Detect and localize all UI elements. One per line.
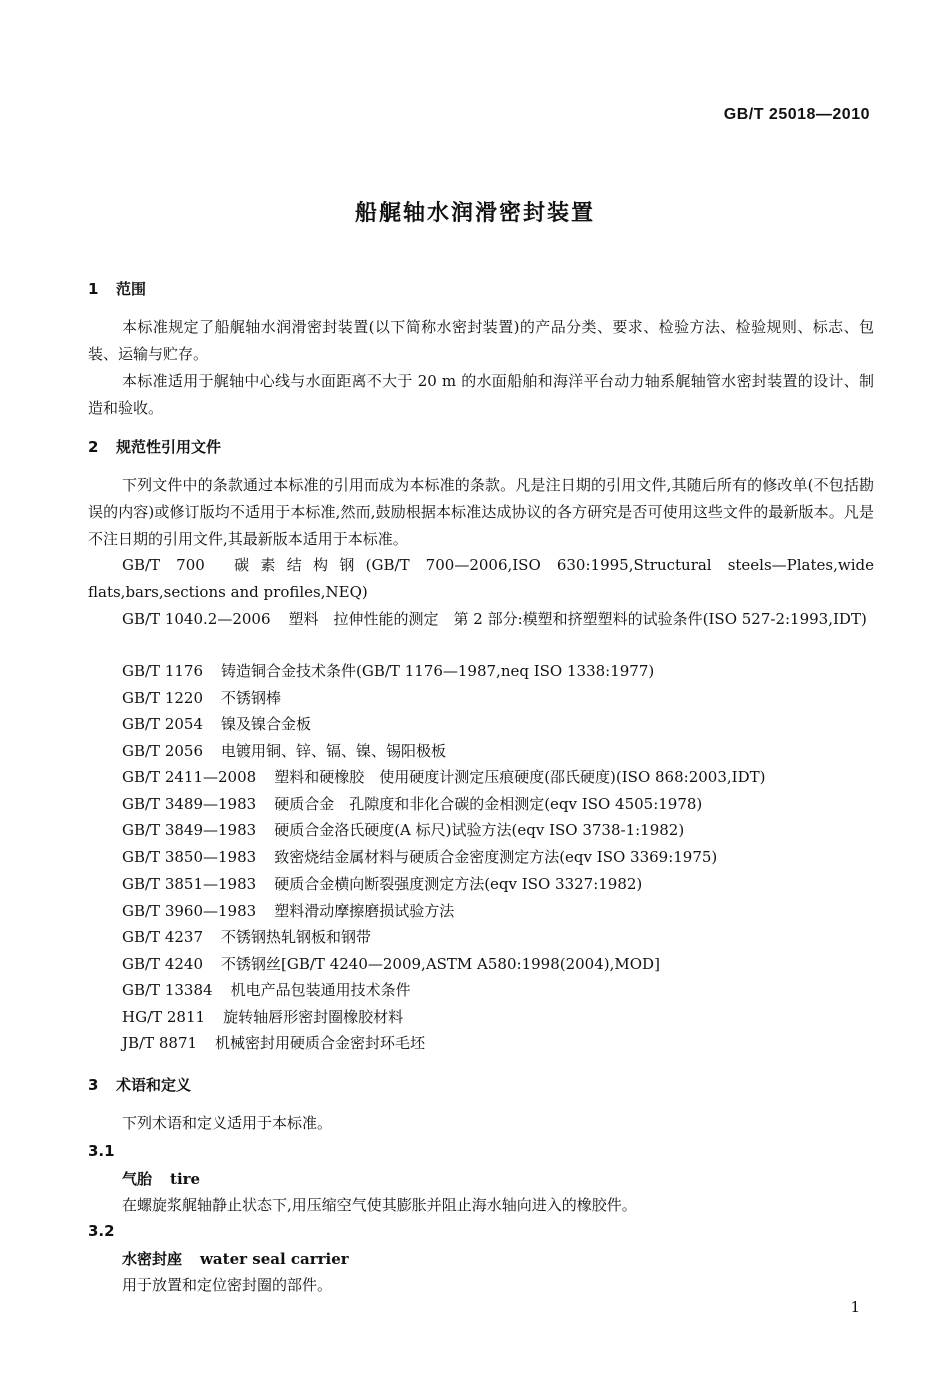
reference-code: GB/T 3850—1983 — [122, 848, 257, 866]
section-title: 术语和定义 — [116, 1076, 192, 1094]
section-title: 规范性引用文件 — [116, 438, 222, 456]
reference-item — [88, 764, 874, 791]
term-entry — [122, 1168, 200, 1189]
reference-title: 电镀用铜、锌、镉、镍、锡阳极板 — [221, 742, 447, 760]
page-title: 船艉轴水润滑密封装置 — [354, 201, 595, 226]
reference-code: JB/T 8871 — [122, 1034, 198, 1052]
term-en: tire — [170, 1170, 201, 1188]
reference-title: 碳素结构钢(GB/T 700—2006,ISO 630:1995,Structural steels—Plates,wide flats,bars,sections and profiles,NEQ) — [88, 556, 874, 601]
reference-code: GB/T 2411—2008 — [122, 768, 257, 786]
term-definition: 用于放置和定位密封圈的部件。 — [122, 1276, 333, 1294]
reference-item — [88, 1030, 874, 1057]
reference-item — [88, 817, 874, 844]
reference-code: GB/T 4240 — [122, 955, 204, 973]
section-3-heading — [88, 1074, 191, 1095]
section-number: 2 — [88, 438, 99, 456]
term-definition: 在螺旋浆艉轴静止状态下,用压缩空气使其膨胀并阻止海水轴向进入的橡胶件。 — [122, 1196, 637, 1214]
reference-code: GB/T 1176 — [122, 662, 204, 680]
reference-code: GB/T 3849—1983 — [122, 821, 257, 839]
paragraph: 下列文件中的条款通过本标准的引用而成为本标准的条款。凡是注日期的引用文件,其随后所有的修改单(不包括勘误的内容)或修订版均不适用于本标准,然而,鼓励根据本标准达成协议的各方研究是否可使用这些文件的最新版本。凡是不注日期的引用文件,其最新版本适用于本标准。 — [88, 476, 874, 548]
reference-title: 铸造铜合金技术条件(GB/T 1176—1987,neq ISO 1338:1977) — [221, 662, 655, 680]
reference-code: GB/T 4237 — [122, 928, 204, 946]
reference-title: 致密烧结金属材料与硬质合金密度测定方法(eqv ISO 3369:1975) — [274, 848, 718, 866]
reference-item — [88, 685, 874, 712]
reference-item — [88, 552, 874, 606]
term-zh: 气胎 — [122, 1170, 153, 1188]
reference-item — [88, 606, 874, 633]
reference-item — [88, 898, 874, 925]
reference-code: GB/T 3851—1983 — [122, 875, 257, 893]
reference-code: GB/T 13384 — [122, 981, 213, 999]
reference-item — [88, 658, 874, 685]
section-number: 3 — [88, 1076, 99, 1094]
paragraph: 下列术语和定义适用于本标准。 — [122, 1114, 333, 1132]
reference-title: 镍及镍合金板 — [221, 715, 312, 733]
section-number: 1 — [88, 280, 99, 298]
reference-title: 塑料滑动摩擦磨损试验方法 — [274, 902, 455, 920]
clause-number: 3.2 — [88, 1222, 115, 1240]
term-entry — [122, 1248, 349, 1269]
reference-title: 旋转轴唇形密封圈橡胶材料 — [223, 1008, 404, 1026]
standard-number: GB/T 25018—2010 — [723, 106, 870, 123]
reference-code: GB/T 2054 — [122, 715, 204, 733]
reference-title: 机电产品包装通用技术条件 — [230, 981, 411, 999]
term-en: water seal carrier — [200, 1250, 349, 1268]
reference-title: 硬质合金横向断裂强度测定方法(eqv ISO 3327:1982) — [274, 875, 643, 893]
term-zh: 水密封座 — [122, 1250, 183, 1268]
paragraph: 本标准适用于艉轴中心线与水面距离不大于 20 m 的水面船舶和海洋平台动力轴系艉轴管水密封装置的设计、制造和验收。 — [88, 372, 874, 417]
reference-code: GB/T 3960—1983 — [122, 902, 257, 920]
reference-code: GB/T 1040.2—2006 — [122, 610, 271, 628]
section-2-heading — [88, 436, 221, 457]
reference-title: 硬质合金 孔隙度和非化合碳的金相测定(eqv ISO 4505:1978) — [274, 795, 703, 813]
reference-title: 不锈钢棒 — [221, 689, 282, 707]
reference-code: HG/T 2811 — [122, 1008, 206, 1026]
reference-item — [88, 711, 874, 738]
reference-item — [88, 738, 874, 765]
clause-number: 3.1 — [88, 1142, 115, 1160]
reference-title: 塑料和硬橡胶 使用硬度计测定压痕硬度(邵氏硬度)(ISO 868:2003,IDT) — [274, 768, 766, 786]
reference-item — [88, 977, 874, 1004]
reference-title: 不锈钢热轧钢板和钢带 — [221, 928, 372, 946]
paragraph: 本标准规定了船艉轴水润滑密封装置(以下简称水密封装置)的产品分类、要求、检验方法、检验规则、标志、包装、运输与贮存。 — [88, 318, 874, 363]
reference-title: 不锈钢丝[GB/T 4240—2009,ASTM A580:1998(2004),MOD] — [221, 955, 660, 973]
reference-code: GB/T 3489—1983 — [122, 795, 257, 813]
reference-title: 塑料 拉伸性能的测定 第 2 部分:模塑和挤塑塑料的试验条件(ISO 527-2:1993,IDT) — [288, 610, 867, 628]
reference-item — [88, 924, 874, 951]
reference-code: GB/T 700 — [122, 556, 205, 574]
reference-item — [88, 791, 874, 818]
reference-code: GB/T 1220 — [122, 689, 204, 707]
reference-title: 机械密封用硬质合金密封环毛坯 — [215, 1034, 426, 1052]
reference-item — [88, 951, 874, 978]
section-1-heading — [88, 278, 146, 299]
reference-item — [88, 844, 874, 871]
section-title: 范围 — [116, 280, 147, 298]
reference-code: GB/T 2056 — [122, 742, 204, 760]
reference-item — [88, 871, 874, 898]
page-number: 1 — [850, 1298, 860, 1316]
reference-title: 硬质合金洛氏硬度(A 标尺)试验方法(eqv ISO 3738-1:1982) — [274, 821, 685, 839]
reference-item — [88, 1004, 874, 1031]
